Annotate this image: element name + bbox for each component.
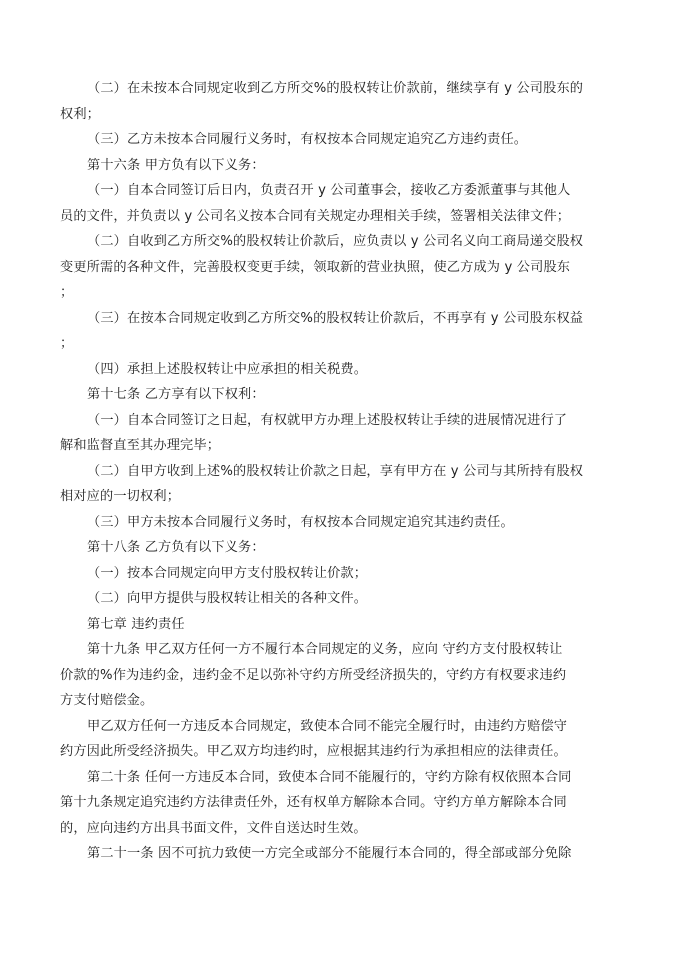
text-line: （三）甲方未按本合同履行义务时，有权按本合同规定追究其违约责任。	[87, 514, 514, 530]
text-line: （二）向甲方提供与股权转让相关的各种文件。	[87, 591, 368, 606]
text-line: 权利；	[60, 106, 101, 122]
text-line: 解和监督直至其办理完毕；	[60, 438, 221, 453]
text-line: 相对应的一切权利；	[60, 489, 181, 504]
text-line: 员的文件，并负责以 y 公司名义按本合同有关规定办理相关手续，签署相关法律文件；	[60, 208, 571, 224]
text-line: （四）承担上述股权转让中应承担的相关税费。	[87, 361, 368, 377]
document-body	[60, 76, 635, 867]
text-line: （一）自本合同签订后日内，负责召开 y 公司董事会，接收乙方委派董事与其他人	[87, 183, 571, 198]
text-line: 约方因此所受经济损失。甲乙双方均违约时，应根据其违约行为承担相应的法律责任。	[60, 744, 567, 759]
text-line: （三）乙方未按本合同履行义务时，有权按本合同规定追究乙方违约责任。	[87, 132, 528, 147]
text-line: 的，应向违约方出具书面文件，文件自送达时生效。	[60, 820, 367, 836]
text-line: ；	[60, 285, 74, 300]
text-line: 第十八条 乙方负有以下义务：	[87, 540, 265, 555]
text-line: 甲乙双方任何一方违反本合同规定，致使本合同不能完全履行时，由违约方赔偿守	[87, 718, 568, 734]
text-line: 第二十条 任何一方违反本合同，致使本合同不能履行的，守约方除有权依照本合同	[87, 769, 572, 785]
text-line: 第十九条 甲乙双方任何一方不履行本合同规定的义务，应向 守约方支付股权转让	[87, 642, 563, 657]
text-line: （一）按本合同规定向甲方支付股权转让价款；	[87, 565, 368, 581]
text-line: 第二十一条 因不可抗力致使一方完全或部分不能履行本合同的，得全部或部分免除	[87, 846, 572, 861]
text-line: （三）在按本合同规定收到乙方所交%的股权转让价款后，不再享有 y 公司股东权益	[87, 310, 584, 326]
text-line: （二）自甲方收到上述%的股权转让价款之日起，享有甲方在 y 公司与其所持有股权	[87, 463, 584, 479]
text-line: 价款的%作为违约金，违约金不足以弥补守约方所受经济损失的，守约方有权要求违约	[60, 667, 567, 683]
text-line: 第七章 违约责任	[87, 616, 185, 632]
text-line: （二）自收到乙方所交%的股权转让价款后，应负责以 y 公司名义向工商局递交股权	[87, 234, 584, 249]
text-line: 变更所需的各种文件，完善股权变更手续，领取新的营业执照，使乙方成为 y 公司股东	[60, 259, 571, 275]
text-line: 第十九条规定追究违约方法律责任外，还有权单方解除本合同。守约方单方解除本合同	[60, 795, 567, 810]
text-line: （二）在未按本合同规定收到乙方所交%的股权转让价款前，继续享有 y 公司股东的	[87, 81, 584, 96]
text-line: ；	[60, 336, 74, 351]
text-line: 第十七条 乙方享有以下权利：	[87, 387, 265, 402]
text-line: 第十六条 甲方负有以下义务：	[87, 157, 265, 173]
text-line: （一）自本合同签订之日起，有权就甲方办理上述股权转让手续的进展情况进行了	[87, 412, 568, 428]
text-line: 方支付赔偿金。	[60, 693, 154, 708]
